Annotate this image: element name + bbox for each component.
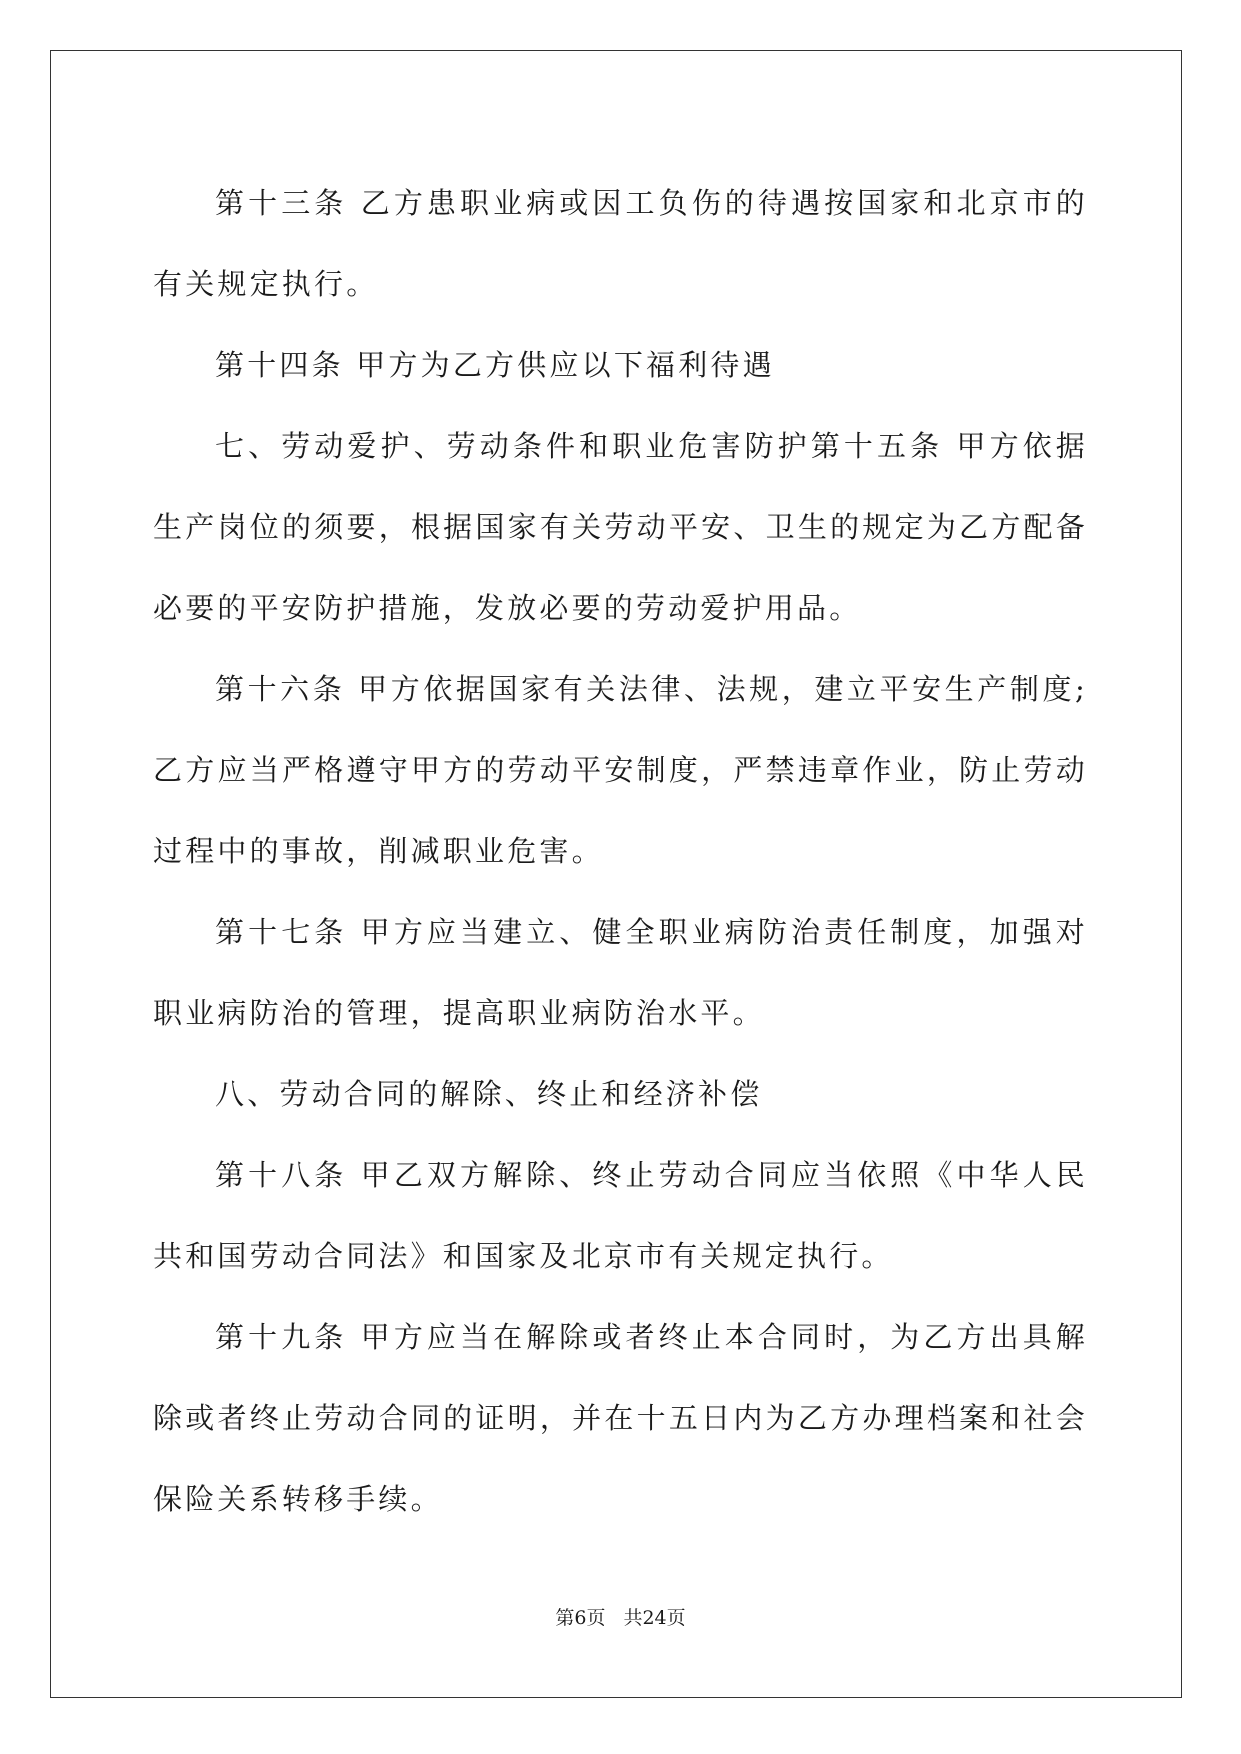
paragraph-article-16: 第十六条 甲方依据国家有关法律、法规，建立平安生产制度;乙方应当严格遵守甲方的劳动平安制度，严禁违章作业，防止劳动过程中的事故，削减职业危害。: [153, 672, 1088, 868]
paragraph-section-7: 七、劳动爱护、劳动条件和职业危害防护第十五条 甲方依据生产岗位的须要，根据国家有关劳动平安、卫生的规定为乙方配备必要的平安防护措施，发放必要的劳动爱护用品。: [153, 429, 1088, 625]
paragraph-article-17: 第十七条 甲方应当建立、健全职业病防治责任制度，加强对职业病防治的管理，提高职业病防治水平。: [153, 915, 1088, 1030]
page-number: 第6页: [555, 1607, 606, 1629]
paragraph-article-14: 第十四条 甲方为乙方供应以下福利待遇: [215, 348, 775, 382]
paragraph-article-18: 第十八条 甲乙双方解除、终止劳动合同应当依照《中华人民共和国劳动合同法》和国家及北京市有关规定执行。: [153, 1158, 1088, 1273]
paragraph-article-19: 第十九条 甲方应当在解除或者终止本合同时，为乙方出具解除或者终止劳动合同的证明，并在十五日内为乙方办理档案和社会保险关系转移手续。: [153, 1320, 1088, 1516]
page-total: 共24页: [623, 1607, 686, 1629]
document-body: [153, 163, 1088, 1540]
paragraph-section-8: 八、劳动合同的解除、终止和经济补偿: [215, 1077, 763, 1111]
page-footer: [0, 1603, 1241, 1630]
paragraph-article-13: 第十三条 乙方患职业病或因工负伤的待遇按国家和北京市的有关规定执行。: [153, 186, 1088, 301]
